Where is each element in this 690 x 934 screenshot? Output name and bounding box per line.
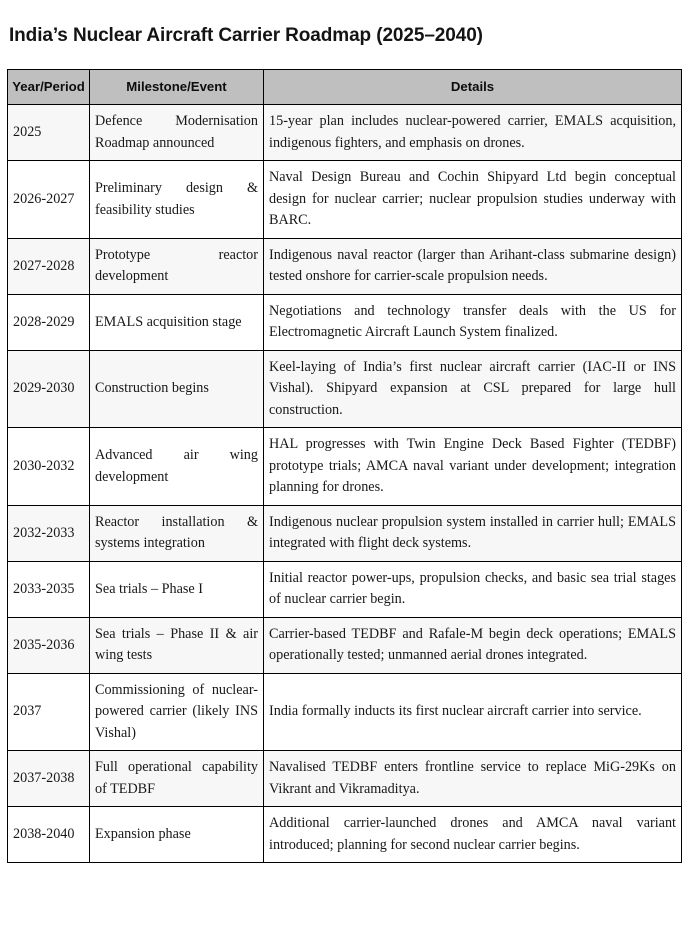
- cell-details: 15-year plan includes nuclear-powered carrier, EMALS acquisition, indigenous fighters, and emphasis on drones.: [264, 105, 682, 161]
- cell-year: 2033-2035: [8, 561, 90, 617]
- cell-year: 2027-2028: [8, 238, 90, 294]
- table-body: [8, 105, 682, 863]
- table-row: [8, 105, 682, 161]
- cell-details: Navalised TEDBF enters frontline service to replace MiG-29Ks on Vikrant and Vikramaditya.: [264, 751, 682, 807]
- cell-milestone: EMALS acquisition stage: [90, 294, 264, 350]
- cell-year: 2030-2032: [8, 428, 90, 506]
- cell-milestone: Defence Modernisation Roadmap announced: [90, 105, 264, 161]
- cell-year: 2038-2040: [8, 807, 90, 863]
- column-header-year: Year/Period: [8, 70, 90, 105]
- cell-milestone: Construction begins: [90, 350, 264, 428]
- cell-milestone: Full operational capability of TEDBF: [90, 751, 264, 807]
- cell-year: 2028-2029: [8, 294, 90, 350]
- cell-details: India formally inducts its first nuclear aircraft carrier into service.: [264, 673, 682, 751]
- table-container: [0, 61, 690, 863]
- cell-details: Indigenous nuclear propulsion system installed in carrier hull; EMALS integrated with flight deck systems.: [264, 505, 682, 561]
- table-row: [8, 673, 682, 751]
- table-row: [8, 350, 682, 428]
- cell-milestone: Advanced air wing development: [90, 428, 264, 506]
- column-header-details: Details: [264, 70, 682, 105]
- cell-details: HAL progresses with Twin Engine Deck Based Fighter (TEDBF) prototype trials; AMCA naval variant under development; integration planning for drones.: [264, 428, 682, 506]
- cell-details: Keel-laying of India’s first nuclear aircraft carrier (IAC-II or INS Vishal). Shipyard expansion at CSL prepared for large hull construction.: [264, 350, 682, 428]
- table-row: [8, 161, 682, 239]
- cell-milestone: Sea trials – Phase II & air wing tests: [90, 617, 264, 673]
- cell-details: Additional carrier-launched drones and AMCA naval variant introduced; planning for second nuclear carrier begins.: [264, 807, 682, 863]
- table-row: [8, 238, 682, 294]
- cell-milestone: Reactor installation & systems integration: [90, 505, 264, 561]
- cell-year: 2032-2033: [8, 505, 90, 561]
- cell-year: 2037-2038: [8, 751, 90, 807]
- table-row: [8, 807, 682, 863]
- table-row: [8, 561, 682, 617]
- cell-year: 2035-2036: [8, 617, 90, 673]
- cell-milestone: Prototype reactor development: [90, 238, 264, 294]
- table-row: [8, 294, 682, 350]
- document-page: [0, 13, 690, 934]
- cell-details: Naval Design Bureau and Cochin Shipyard Ltd begin conceptual design for nuclear carrier; nuclear propulsion studies underway with BARC.: [264, 161, 682, 239]
- cell-milestone: Commissioning of nuclear-powered carrier (likely INS Vishal): [90, 673, 264, 751]
- table-row: [8, 751, 682, 807]
- cell-year: 2037: [8, 673, 90, 751]
- cell-year: 2029-2030: [8, 350, 90, 428]
- table-row: [8, 617, 682, 673]
- table-row: [8, 505, 682, 561]
- page-title: India’s Nuclear Aircraft Carrier Roadmap (2025–2040): [9, 24, 483, 46]
- cell-milestone: Expansion phase: [90, 807, 264, 863]
- roadmap-table: [7, 69, 682, 863]
- header-row: [8, 70, 682, 105]
- table-row: [8, 428, 682, 506]
- cell-details: Initial reactor power-ups, propulsion checks, and basic sea trial stages of nuclear carrier begin.: [264, 561, 682, 617]
- cell-year: 2026-2027: [8, 161, 90, 239]
- cell-details: Carrier-based TEDBF and Rafale-M begin deck operations; EMALS operationally tested; unmanned aerial drones integrated.: [264, 617, 682, 673]
- cell-details: Negotiations and technology transfer deals with the US for Electromagnetic Aircraft Launch System finalized.: [264, 294, 682, 350]
- cell-milestone: Preliminary design & feasibility studies: [90, 161, 264, 239]
- cell-milestone: Sea trials – Phase I: [90, 561, 264, 617]
- cell-year: 2025: [8, 105, 90, 161]
- table-header: [8, 70, 682, 105]
- cell-details: Indigenous naval reactor (larger than Arihant-class submarine design) tested onshore for carrier-scale propulsion needs.: [264, 238, 682, 294]
- column-header-milestone: Milestone/Event: [90, 70, 264, 105]
